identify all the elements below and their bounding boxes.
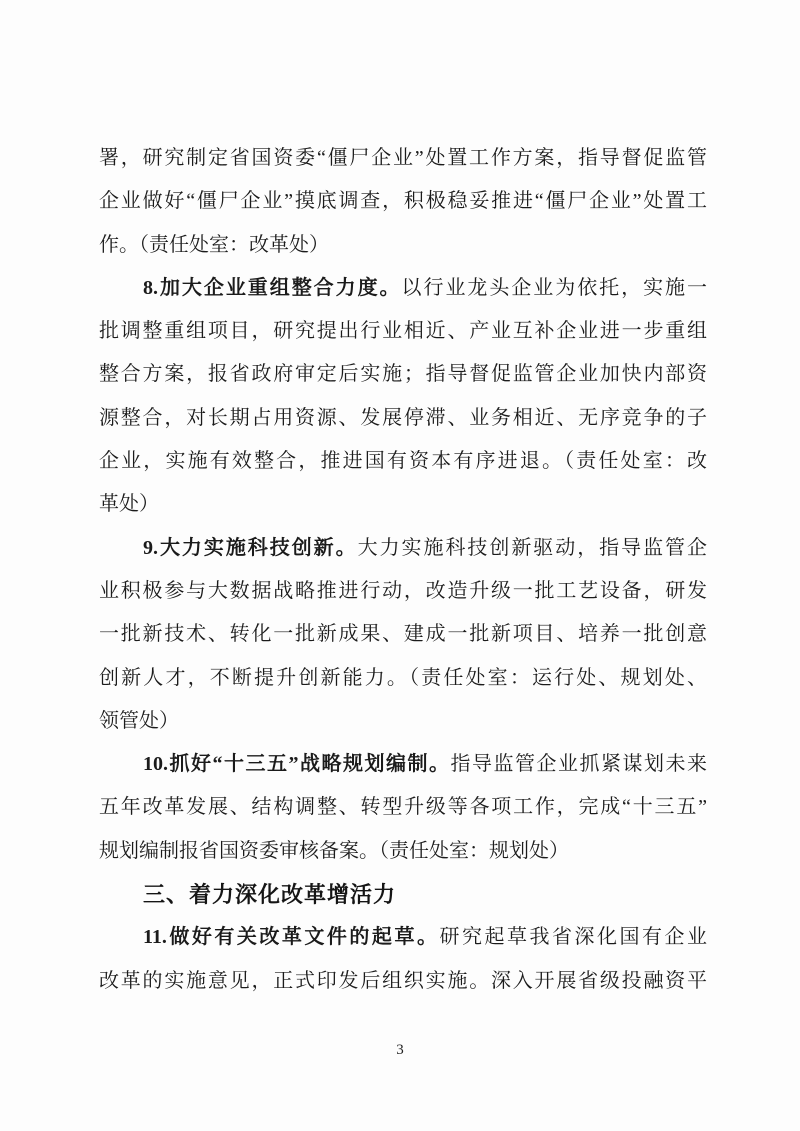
document-line <box>99 700 707 743</box>
document-line <box>99 916 707 959</box>
document-line <box>99 960 707 1003</box>
document-line <box>99 397 707 440</box>
text-run: 业积极参与大数据战略推进行动，改造升级一批工艺设备，研发 <box>99 579 707 602</box>
text-run: 批调整重组项目，研究提出行业相近、产业互补企业进一步重组 <box>99 320 707 343</box>
text-run: 大力实施科技创新驱动，指导监管企 <box>357 536 707 559</box>
text-run: 一批新技术、转化一批新成果、建成一批新项目、培养一批创意 <box>99 623 707 646</box>
document-line <box>99 527 707 570</box>
document-line <box>99 440 707 483</box>
document-line <box>99 830 707 873</box>
document-line <box>99 657 707 700</box>
bold-text-run: 三、着力深化改革增活力 <box>143 882 397 908</box>
document-line <box>99 310 707 353</box>
text-run: 革处） <box>99 493 159 516</box>
document-line <box>99 224 707 267</box>
document-line <box>99 137 707 180</box>
text-run: 改革的实施意见，正式印发后组织实施。深入开展省级投融资平 <box>99 969 707 992</box>
document-line <box>99 786 707 829</box>
text-run: 整合方案，报省政府审定后实施；指导督促监管企业加快内部资 <box>99 363 707 386</box>
text-run: 署，研究制定省国资委“僵尸企业”处置工作方案，指导督促监管 <box>99 147 707 169</box>
text-run: 创新人才，不断提升创新能力。（责任处室：运行处、规划处、 <box>99 666 707 689</box>
text-run: 规划编制报省国资委审核备案。（责任处室：规划处） <box>99 839 569 862</box>
bold-text-run: 9.大力实施科技创新。 <box>143 536 358 559</box>
text-run: 源整合，对长期占用资源、发展停滞、业务相近、无序竞争的子 <box>99 406 707 429</box>
text-run: 领管处） <box>99 709 179 732</box>
document-line <box>99 353 707 396</box>
document-body <box>99 137 707 1003</box>
document-line <box>99 743 707 786</box>
document-line <box>99 570 707 613</box>
text-run: 五年改革发展、结构调整、转型升级等各项工作，完成“十三五” <box>99 796 707 819</box>
document-line <box>99 267 707 310</box>
text-run: 研究起草我省深化国有企业 <box>439 926 707 949</box>
bold-text-run: 8.加大企业重组整合力度。 <box>143 276 402 299</box>
document-line <box>99 613 707 656</box>
text-run: 作。（责任处室：改革处） <box>99 233 329 256</box>
bold-text-run: 10.抓好“十三五”战略规划编制。 <box>143 753 451 776</box>
text-run: 指导监管企业抓紧谋划未来 <box>450 753 707 776</box>
section-heading <box>99 873 707 916</box>
document-line <box>99 483 707 526</box>
text-run: 以行业龙头企业为依托，实施一 <box>401 276 707 299</box>
text-run: 企业做好“僵尸企业”摸底调查，积极稳妥推进“僵尸企业”处置工 <box>99 190 707 213</box>
page-number: 3 <box>396 1042 404 1058</box>
text-run: 企业，实施有效整合，推进国有资本有序进退。（责任处室：改 <box>99 450 707 473</box>
bold-text-run: 11.做好有关改革文件的起草。 <box>143 926 440 949</box>
document-line <box>99 180 707 223</box>
